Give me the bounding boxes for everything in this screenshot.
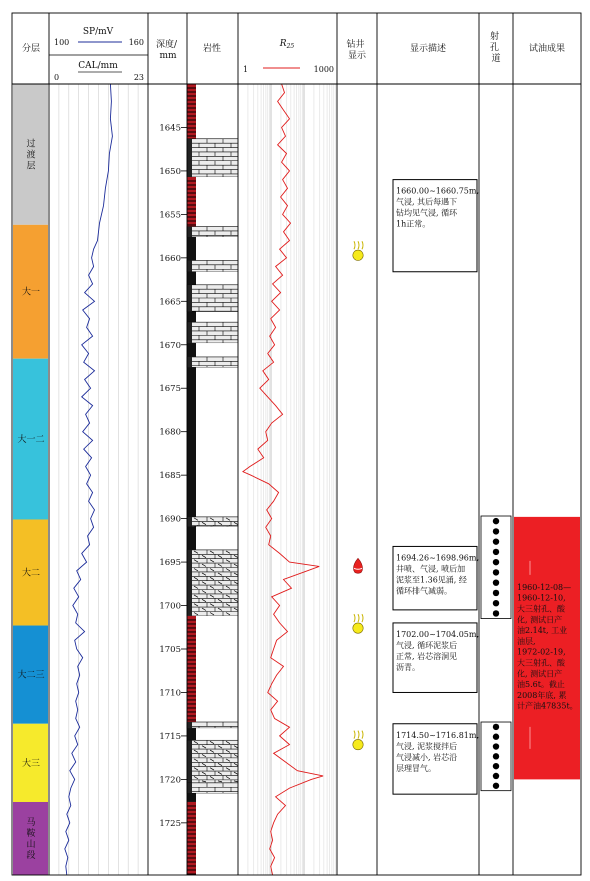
- test-result-line: 大三射孔、酸: [517, 604, 565, 614]
- lithology-bed: [196, 728, 238, 740]
- lithology-edge: [187, 139, 192, 177]
- lithology-edge: [187, 357, 192, 367]
- header-perforation: 射 孔 道: [490, 32, 501, 64]
- show-description-line: 气浸, 循环泥浆后: [396, 640, 458, 650]
- perforation-dot: [493, 549, 499, 555]
- perforation-dot: [493, 753, 499, 759]
- show-description-line: 井喷、气浸, 喷后加: [396, 564, 466, 574]
- show-description-line: 1702.00~1704.05m,: [396, 629, 479, 639]
- stratum-label: 马: [26, 817, 36, 828]
- shale-strip: [187, 367, 196, 517]
- lithology-edge: [187, 783, 192, 793]
- test-result-line: 1960-12-08—: [517, 582, 572, 592]
- depth-label: 1725: [159, 818, 181, 829]
- test-result-line: 化, 测试日产: [517, 669, 563, 679]
- lithology-edge: [187, 322, 192, 343]
- perforation-dot: [493, 569, 499, 575]
- header-test-result: 试油成果: [528, 44, 566, 54]
- header-cal-max: 23: [133, 73, 144, 82]
- depth-label: 1685: [159, 471, 181, 482]
- perforation-dot: [493, 518, 499, 524]
- gas-show-icon: [353, 250, 363, 260]
- show-description-line: 正常, 岩芯溶洞见: [396, 651, 458, 661]
- limestone-bed: [187, 139, 238, 177]
- test-result-line: 油2.14t, 工业: [517, 626, 568, 636]
- header-sp-label: SP/mV: [82, 27, 114, 37]
- show-description-line: 泥浆至1.36见涌, 经: [396, 575, 467, 585]
- test-result-line: 大三射孔、酸: [517, 658, 565, 668]
- stratum-label: 鞍: [26, 828, 36, 839]
- gas-bubble-icon: [354, 241, 363, 249]
- shale-strip: [187, 343, 196, 357]
- depth-label: 1705: [159, 645, 181, 655]
- test-result-line: 化, 测试日产: [517, 615, 563, 625]
- lithology-edge: [187, 227, 192, 237]
- perforation-dot: [493, 559, 499, 565]
- perforation-dot: [493, 773, 499, 779]
- depth-label: 1715: [159, 731, 181, 742]
- depth-label: 1690: [159, 514, 181, 525]
- lithology-bed: [196, 343, 238, 357]
- header-depth: 深度/ mm: [156, 40, 178, 61]
- depth-label: 1695: [159, 558, 181, 569]
- perforation-dot: [493, 590, 499, 596]
- depth-label: 1655: [159, 210, 181, 221]
- perforation-dot: [493, 528, 499, 534]
- show-description-line: 1660.00~1660.75m,: [396, 186, 479, 196]
- test-result-line: 计产油47835t。: [517, 701, 578, 711]
- perforation-dot: [493, 743, 499, 749]
- lithology-edge: [187, 517, 192, 527]
- oil-show-icon: [354, 558, 363, 573]
- lithology-edge: [187, 722, 192, 728]
- resistivity-track-grid: [238, 84, 337, 875]
- stratum-label: 大三: [21, 758, 41, 769]
- lithology-bed: [196, 312, 238, 322]
- perforation-dot: [493, 783, 499, 789]
- stratum-label: 过: [26, 139, 36, 150]
- show-description-column: [393, 180, 479, 795]
- depth-label: 1700: [159, 601, 181, 612]
- gas-bubble-icon: [354, 731, 363, 739]
- limestone-bed: [187, 722, 238, 728]
- lithology-edge: [187, 260, 192, 271]
- stratum-label: 大二: [21, 568, 41, 579]
- gas-show-icon: [353, 739, 363, 749]
- lithology-bed: [196, 367, 238, 517]
- header-rt-min: 1: [243, 65, 249, 74]
- show-description-line: 气浸, 泥浆搅拌后: [396, 741, 458, 751]
- shale-strip: [187, 272, 196, 285]
- stratum-label: 层: [26, 161, 36, 172]
- header-row: [22, 27, 565, 82]
- depth-label: 1680: [159, 427, 181, 438]
- stratum-label: 大二三: [17, 670, 45, 681]
- drill-show-column: [353, 241, 363, 750]
- depth-label: 1650: [159, 166, 181, 177]
- header-cal-min: 0: [54, 73, 60, 82]
- lithology-bed: [196, 237, 238, 260]
- perforation-dot: [493, 724, 499, 730]
- depth-label: 1675: [159, 384, 181, 395]
- show-description-line: 1h正常。: [396, 219, 431, 229]
- show-description-line: 气浸减小, 岩芯沿: [396, 752, 458, 762]
- perforation-dot: [493, 579, 499, 585]
- limestone-bed: [187, 260, 238, 271]
- test-result-line: 油层,: [517, 636, 536, 646]
- shale-strip: [187, 728, 196, 740]
- shale-strip: [187, 526, 196, 549]
- test-result-line: 1960-12-10,: [517, 593, 566, 603]
- mudstone-strip: [187, 802, 196, 875]
- lithology-bed: [196, 272, 238, 285]
- show-description-line: 层理冒气。: [396, 763, 436, 773]
- stratum-label: 山: [26, 839, 36, 850]
- test-result-line: 2008年底, 累: [517, 690, 567, 700]
- sp-track-grid: [59, 84, 138, 875]
- stratum-label: 大一: [21, 287, 41, 298]
- perforation-dot: [493, 734, 499, 740]
- depth-label: 1665: [159, 297, 181, 308]
- stratum-label: 渡: [26, 150, 36, 161]
- depth-label: 1660: [159, 253, 181, 264]
- lithology-bed: [196, 526, 238, 549]
- perforation-dot: [493, 763, 499, 769]
- show-description-line: 气浸, 其后每遇下: [396, 197, 458, 207]
- header-cal-label: CAL/mm: [78, 61, 118, 71]
- header-strata: 分层: [21, 44, 41, 54]
- show-description-line: 1714.50~1716.81m,: [396, 730, 479, 740]
- shale-strip: [187, 793, 196, 802]
- gas-show-icon: [353, 623, 363, 633]
- show-description-line: 钻均见气浸, 循环: [396, 208, 458, 218]
- header-show-desc: 显示描述: [409, 44, 447, 54]
- show-description-line: 沥青。: [396, 662, 420, 672]
- lithology-bed: [196, 793, 238, 802]
- gas-bubble-icon: [354, 614, 363, 622]
- test-result-line: 油5.6t。截止: [517, 680, 565, 690]
- show-description-line: 1694.26~1698.96m,: [396, 553, 479, 563]
- depth-label: 1645: [159, 123, 181, 134]
- depth-column: [159, 123, 187, 828]
- header-rt-max: 1000: [313, 65, 334, 74]
- perforation-dot: [493, 538, 499, 544]
- perforation-dot: [493, 610, 499, 616]
- stratum-label: 段: [26, 850, 36, 861]
- perforation-column: [481, 516, 511, 791]
- header-sp-min: 100: [54, 38, 70, 47]
- stratum-label: 大一二: [17, 435, 45, 446]
- depth-label: 1710: [159, 688, 181, 699]
- depth-label: 1670: [159, 340, 181, 351]
- strata-column: [13, 84, 48, 875]
- depth-label: 1720: [159, 775, 181, 786]
- shale-strip: [187, 237, 196, 260]
- header-drill-show: 钻井 显示: [346, 40, 367, 61]
- lithology-edge: [187, 550, 192, 616]
- header-sp-max: 160: [128, 38, 144, 47]
- header-rt: $R_{25}$: [279, 39, 295, 50]
- lithology-edge: [187, 740, 192, 783]
- header-lithology: 岩性: [202, 44, 222, 54]
- test-result-line: 1972-02-19,: [517, 647, 566, 657]
- lithology-column: [187, 84, 238, 875]
- shale-strip: [187, 312, 196, 322]
- test-result-column: [514, 517, 580, 780]
- show-description-line: 循环排气减弱。: [396, 586, 452, 596]
- mudstone-strip: [187, 177, 196, 227]
- lithology-edge: [187, 285, 192, 312]
- perforation-dot: [493, 600, 499, 606]
- resistivity-curve: [243, 84, 323, 875]
